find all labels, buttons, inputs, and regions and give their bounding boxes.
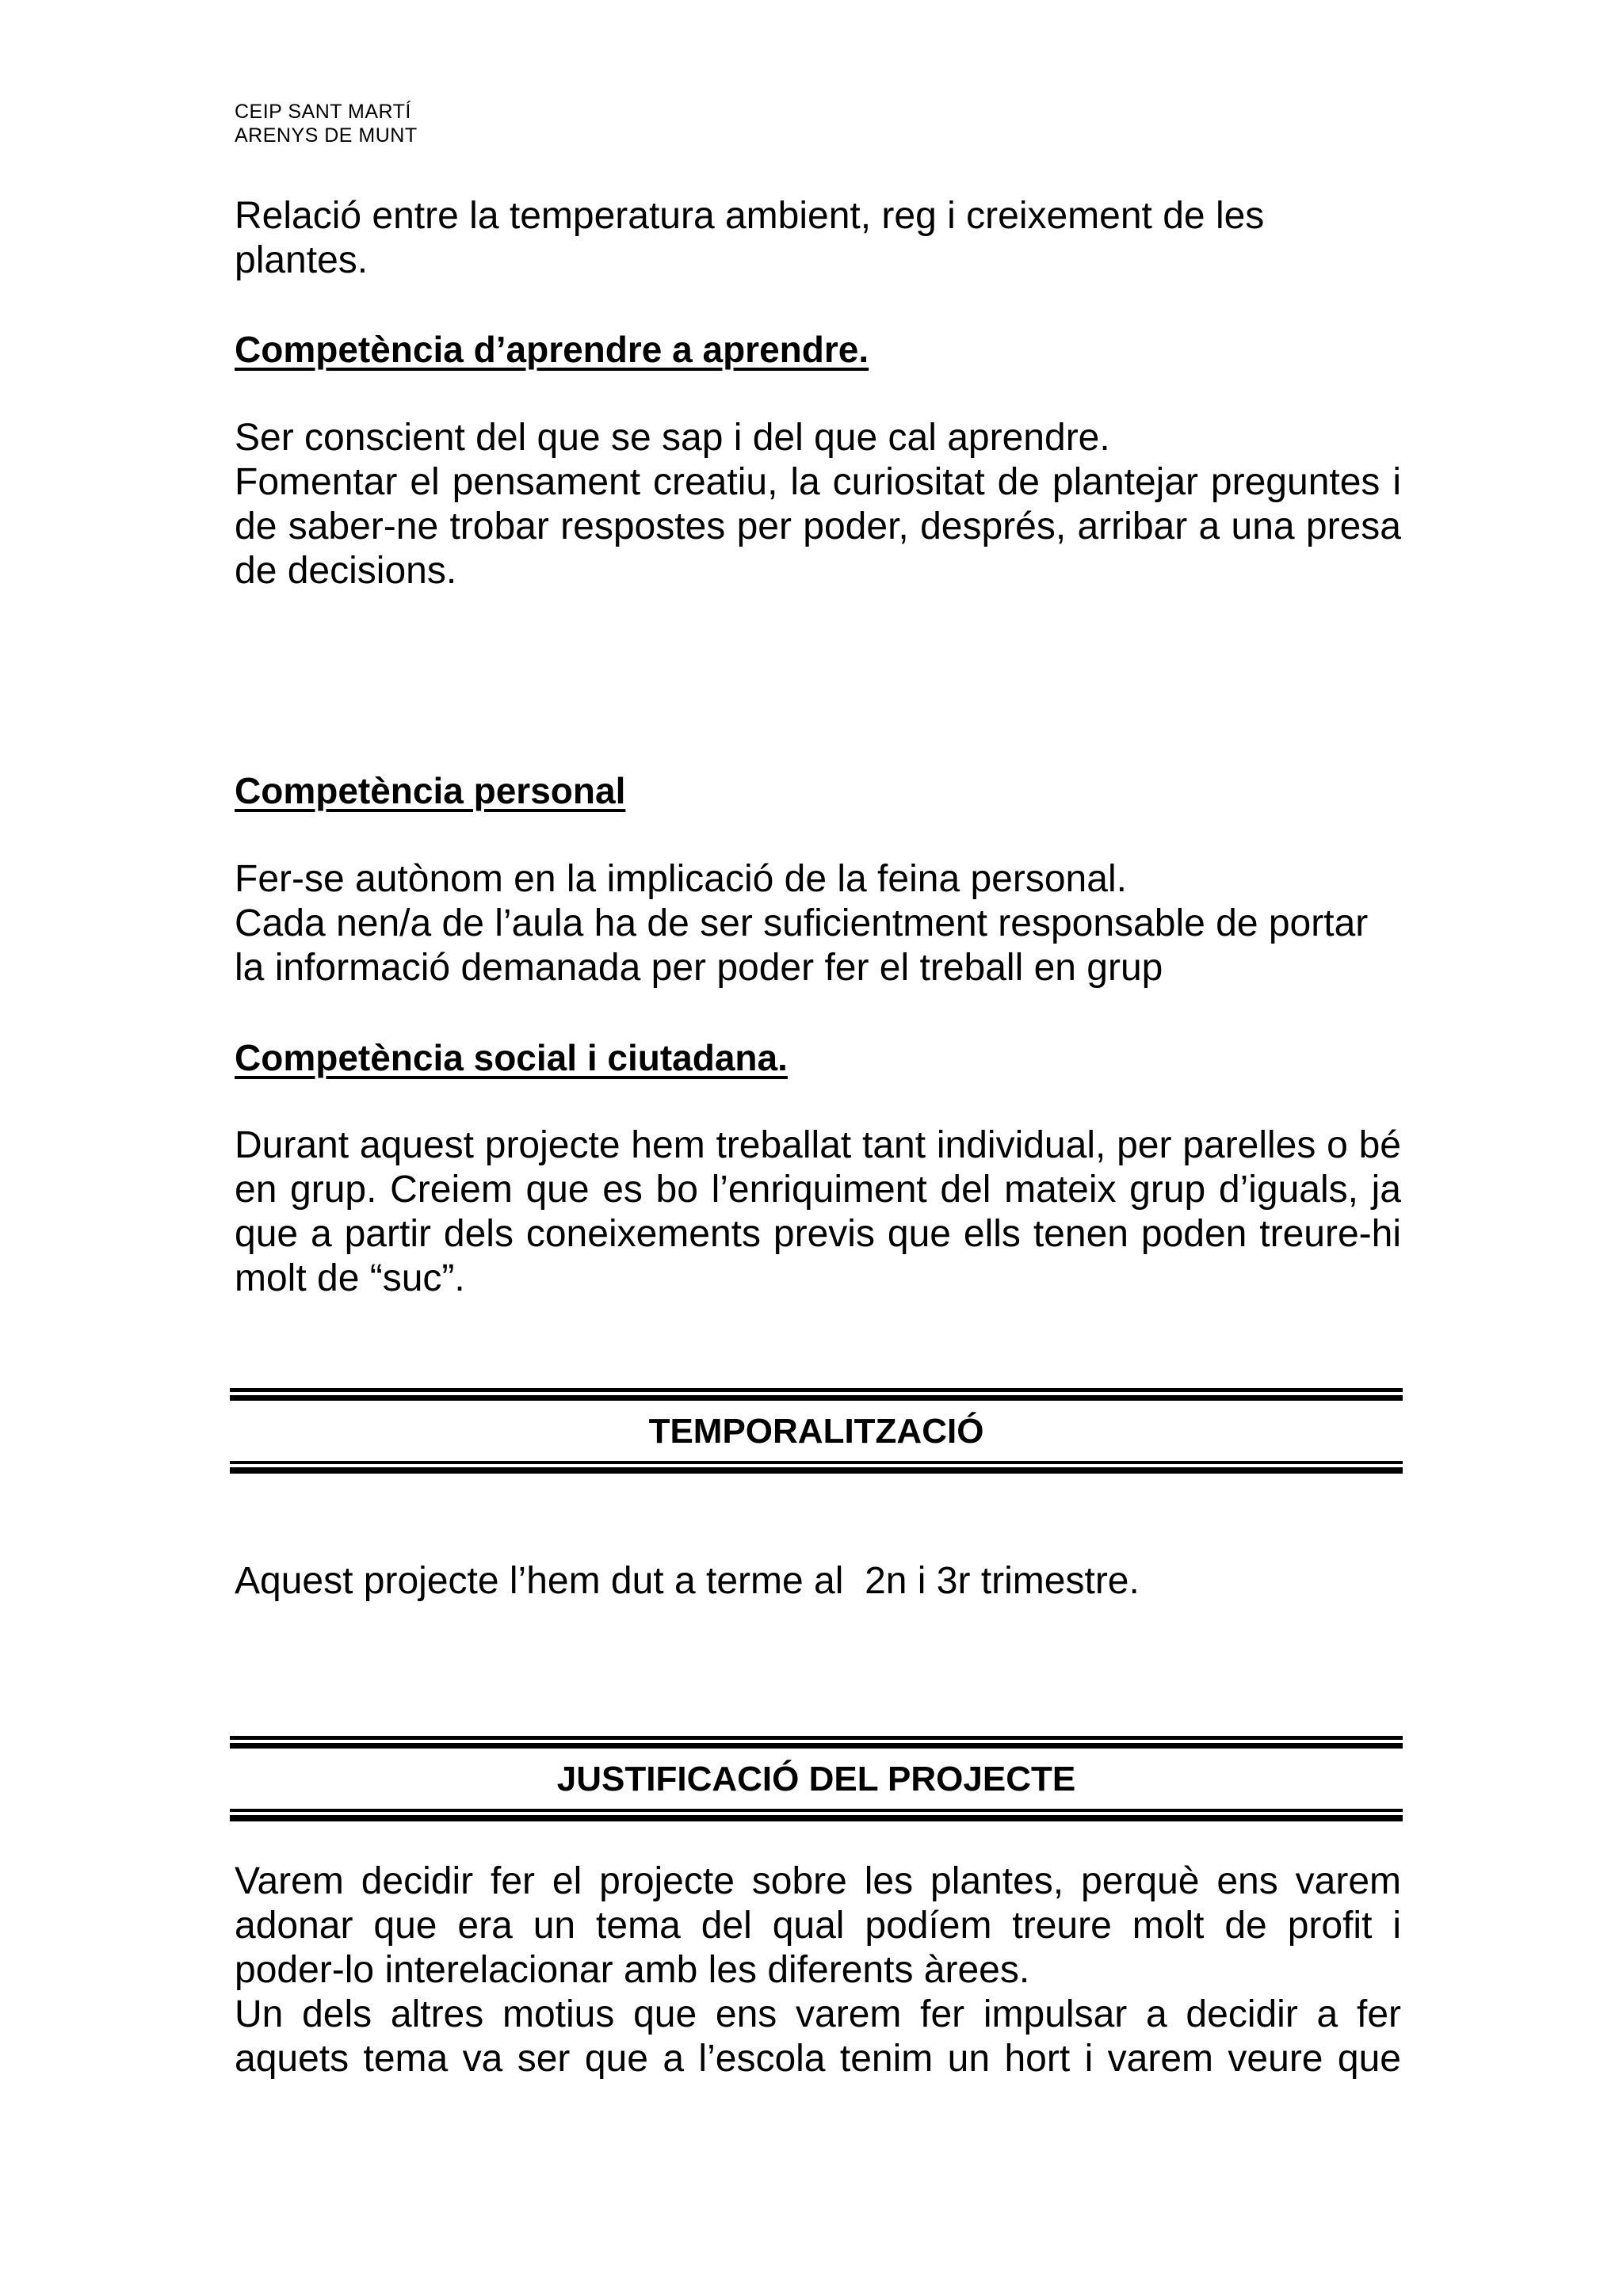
heading-aprendre: Competència d’aprendre a aprendre. — [235, 329, 869, 370]
title-justificacio: JUSTIFICACIÓ DEL PROJECTE — [556, 1760, 1076, 1798]
school-name: CEIP SANT MARTÍ — [235, 101, 411, 123]
banner-justificacio — [230, 1736, 1403, 1821]
justificacio-paragraph-2: Un dels altres motius que ens varem fer impulsar a decidir a fer aquets tema va ser que a l’escola tenim un hort i varem veure que — [235, 1993, 1401, 2080]
intro-line-2: plantes. — [235, 239, 369, 281]
temporalitzacio-paragraph: Aquest projecte l’hem dut a terme al 2n i 3r trimestre. — [235, 1560, 1140, 1602]
section-aprendre — [235, 327, 1401, 372]
school-location: ARENYS DE MUNT — [235, 124, 418, 147]
title-temporalitzacio: TEMPORALITZACIÓ — [648, 1412, 984, 1451]
intro-line-1: Relació entre la temperatura ambient, reg i creixement de les — [235, 195, 1265, 237]
section-personal-body — [235, 857, 1401, 990]
heading-social: Competència social i ciutadana. — [235, 1037, 788, 1078]
double-rule-top — [230, 1388, 1403, 1401]
double-rule-top — [230, 1736, 1403, 1749]
school-header — [235, 100, 418, 147]
double-rule-bottom — [230, 1809, 1403, 1821]
double-rule-bottom — [230, 1461, 1403, 1474]
aprendre-paragraph-1: Ser conscient del que se sap i del que cal aprendre. — [235, 417, 1110, 459]
heading-personal: Competència personal — [235, 770, 626, 811]
section-aprendre-body — [235, 416, 1401, 593]
banner-temporalitzacio — [230, 1388, 1403, 1474]
justificacio-paragraph-1: Varem decidir fer el projecte sobre les plantes, perquè ens varem adonar que era un tema del qual podíem treure molt de profit i poder-lo interelacionar amb les diferents àrees. — [235, 1860, 1401, 1991]
section-temporalitzacio-body — [235, 1559, 1401, 1604]
section-social-body — [235, 1123, 1401, 1301]
intro-block — [235, 194, 1401, 283]
social-paragraph-1: Durant aquest projecte hem treballat tant individual, per parelles o bé en grup. Creiem que es bo l’enriquiment del mateix grup d’iguals, ja que a partir dels coneixements previs que ells tenen poden treure-hi molt de “suc”. — [235, 1124, 1401, 1299]
section-personal — [235, 769, 1401, 813]
personal-paragraph-2: Cada nen/a de l’aula ha de ser suficientment responsable de portar la informació demanada per poder fer el treball en grup — [235, 902, 1369, 989]
section-justificacio-body — [235, 1859, 1401, 2081]
personal-paragraph-1: Fer-se autònom en la implicació de la feina personal. — [235, 858, 1127, 900]
section-social — [235, 1035, 1401, 1080]
aprendre-paragraph-2: Fomentar el pensament creatiu, la curiositat de plantejar preguntes i de saber-ne trobar respostes per poder, després, arribar a una presa de decisions. — [235, 461, 1401, 592]
